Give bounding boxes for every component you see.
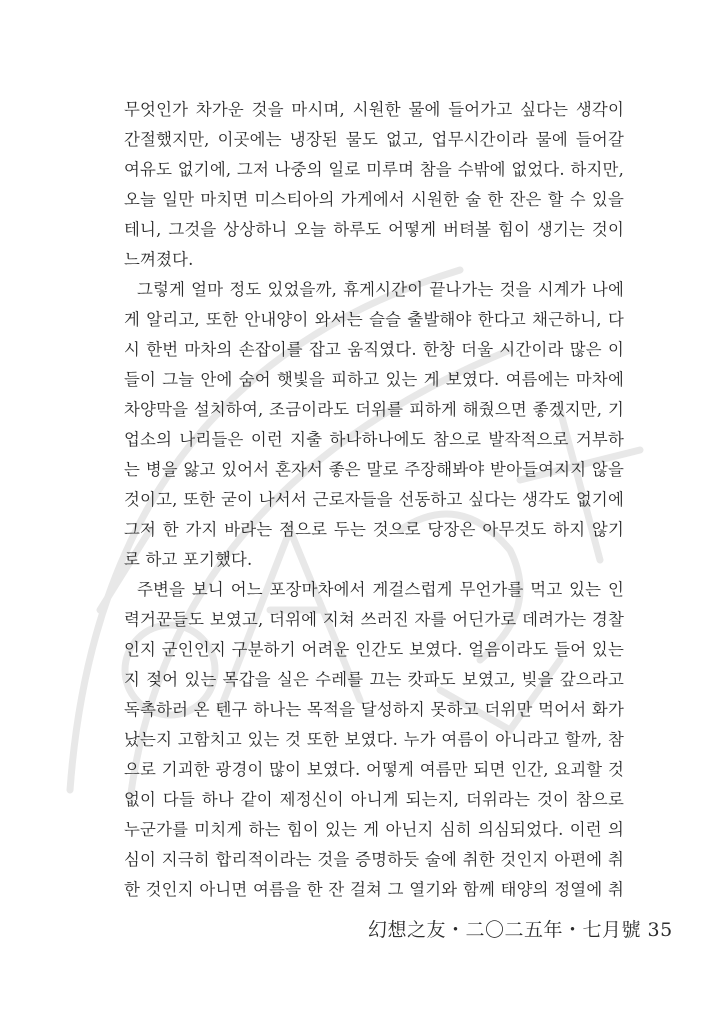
text-line: 들이 그늘 안에 숨어 햇빛을 피하고 있는 게 보였다. 여름에는 마차에 [124,370,624,389]
text-line: 업소의 나리들은 이런 지출 하나하나에도 참으로 발작적으로 거부하 [124,430,624,449]
text-line: 차양막을 설치하여, 조금이라도 더위를 피하게 해줬으면 좋겠지만, 기 [124,400,624,419]
article-body [124,95,624,905]
text-line: 여유도 없기에, 그저 나중의 일로 미루며 참을 수밖에 없었다. 하지만, [124,160,624,179]
text-line: 게 알리고, 또한 안내양이 와서는 슬슬 출발해야 한다고 채근하니, 다 [124,310,624,329]
text-line: 테니, 그것을 상상하니 오늘 하루도 어떻게 버텨볼 힘이 생기는 것이 [124,220,624,239]
paragraph-1 [124,95,624,275]
paragraph-3 [124,575,624,905]
text-line: 그저 한 가지 바라는 점으로 두는 것으로 당장은 아무것도 하지 않기 [124,520,624,539]
text-line: 그렇게 얼마 정도 있었을까, 휴게시간이 끝나가는 것을 시계가 나에 [137,280,624,299]
text-line: 는 병을 앓고 있어서 혼자서 좋은 말로 주장해봐야 받아들여지지 않을 [124,460,624,479]
text-line: 로 하고 포기했다. [124,550,253,569]
paragraph-2 [124,275,624,575]
text-line: 력거꾼들도 보였고, 더위에 지쳐 쓰러진 자를 어딘가로 데려가는 경찰 [124,610,624,629]
text-line: 무엇인가 차가운 것을 마시며, 시원한 물에 들어가고 싶다는 생각이 [124,100,624,119]
text-line: 간절했지만, 이곳에는 냉장된 물도 없고, 업무시간이라 물에 들어갈 [124,130,624,149]
text-line: 것이고, 또한 굳이 나서서 근로자들을 선동하고 싶다는 생각도 없기에 [124,490,624,509]
text-line: 시 한번 마차의 손잡이를 잡고 움직였다. 한창 더울 시간이라 많은 이 [124,340,624,359]
text-line: 심이 지극히 합리적이라는 것을 증명하듯 술에 취한 것인지 아편에 취 [124,850,624,869]
text-line: 인지 군인인지 구분하기 어려운 인간도 보였다. 얼음이라도 들어 있는 [124,640,624,659]
text-line: 없이 다들 하나 같이 제정신이 아니게 되는지, 더위라는 것이 참으로 [124,790,624,809]
text-line: 주변을 보니 어느 포장마차에서 게걸스럽게 무언가를 먹고 있는 인 [137,580,624,599]
text-line: 났는지 고함치고 있는 것 또한 보였다. 누가 여름이 아니라고 할까, 참 [124,730,624,749]
page-footer: 幻想之友・二〇二五年・七月號 35 [368,919,673,941]
text-line: 으로 기괴한 광경이 많이 보였다. 어떻게 여름만 되면 인간, 요괴할 것 [124,760,624,779]
text-line: 누군가를 미치게 하는 힘이 있는 게 아닌지 심히 의심되었다. 이런 의 [124,820,624,839]
text-line: 지 젖어 있는 목갑을 실은 수레를 끄는 캇파도 보였고, 빚을 갚으라고 [124,670,624,689]
text-line: 독촉하러 온 텐구 하나는 목적을 달성하지 못하고 더위만 먹어서 화가 [124,700,624,719]
text-line: 느껴졌다. [124,250,194,269]
text-line: 오늘 일만 마치면 미스티아의 가게에서 시원한 술 한 잔은 할 수 있을 [124,190,624,209]
text-line: 한 것인지 아니면 여름을 한 잔 걸쳐 그 열기와 함께 태양의 정열에 취 [124,880,624,899]
